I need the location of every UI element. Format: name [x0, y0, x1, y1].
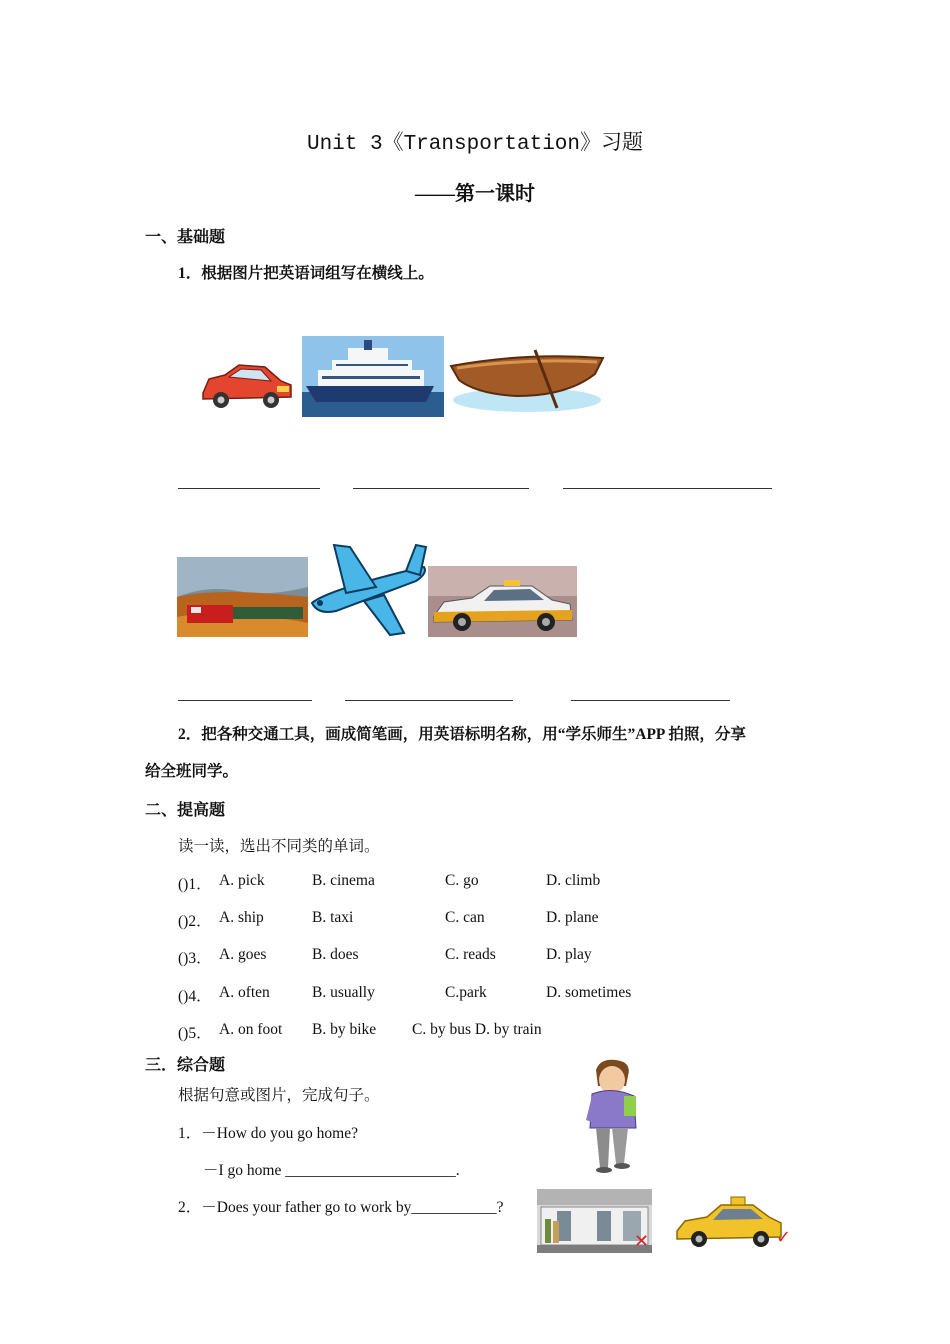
question-2-line1: 2．把各种交通工具，画成简笔画，用英语标明名称，用“学乐师生”APP 拍照，分享 — [178, 726, 746, 743]
walking-boy-image — [578, 1056, 646, 1174]
cruise-ship-image — [302, 336, 444, 417]
section1-heading: 一、基础题 — [145, 229, 226, 246]
choice-a: A. on foot — [219, 1021, 283, 1038]
question-1: 1．根据图片把英语词组写在横线上。 — [178, 265, 434, 282]
choice-b: B. by bike — [312, 1021, 377, 1038]
answer-line[interactable] — [563, 488, 772, 489]
choice-c: C. reads — [445, 946, 496, 963]
choice-a: A. ship — [219, 909, 264, 926]
choice-b: B. taxi — [312, 909, 354, 926]
choice-number[interactable]: ()1． — [178, 876, 212, 893]
yellow-taxi-image — [673, 1193, 785, 1253]
choice-a: A. pick — [219, 872, 265, 889]
choice-number[interactable]: ()4． — [178, 988, 212, 1005]
choice-a: A. often — [219, 984, 270, 1001]
page-title: Unit 3《Transportation》习题 — [306, 133, 644, 156]
question-2-line2: 给全班同学。 — [145, 763, 239, 780]
car-image — [195, 355, 295, 415]
section3-q1-line2: －I go home ______________________. — [203, 1162, 460, 1179]
choice-d: D. sometimes — [546, 984, 632, 1001]
section3-heading: 三．综合题 — [145, 1057, 226, 1074]
airplane-image — [306, 541, 430, 638]
choice-c: C. can — [445, 909, 485, 926]
section2-heading: 二、提高题 — [145, 802, 226, 819]
choice-number[interactable]: ()3． — [178, 950, 212, 967]
choice-b: B. cinema — [312, 872, 375, 889]
choice-a: A. goes — [219, 946, 267, 963]
choice-c: C. by bus D. by train — [412, 1021, 542, 1038]
check-mark: ✓ — [776, 1227, 792, 1248]
section3-q2-line1: 2．－Does your father go to work by___________? — [178, 1199, 504, 1216]
train-image — [177, 557, 308, 637]
answer-line[interactable] — [353, 488, 529, 489]
answer-line[interactable] — [571, 700, 730, 701]
rowboat-image — [447, 344, 607, 414]
choice-number[interactable]: ()5． — [178, 1025, 212, 1042]
page-subtitle: ——第一课时 — [415, 183, 535, 205]
taxi-image — [428, 566, 577, 637]
choice-d: D. play — [546, 946, 592, 963]
choice-number[interactable]: ()2． — [178, 913, 212, 930]
choice-b: B. usually — [312, 984, 375, 1001]
answer-line[interactable] — [345, 700, 513, 701]
choice-c: C.park — [445, 984, 487, 1001]
answer-line[interactable] — [178, 700, 312, 701]
cross-mark: ✕ — [634, 1231, 650, 1252]
choice-c: C. go — [445, 872, 479, 889]
choice-b: B. does — [312, 946, 359, 963]
section3-instruction: 根据句意或图片，完成句子。 — [178, 1087, 380, 1104]
choice-d: D. plane — [546, 909, 599, 926]
section3-q1-line1: 1．－How do you go home? — [178, 1125, 358, 1142]
section2-instruction: 读一读，选出不同类的单词。 — [178, 838, 380, 855]
answer-line[interactable] — [178, 488, 320, 489]
choice-d: D. climb — [546, 872, 601, 889]
